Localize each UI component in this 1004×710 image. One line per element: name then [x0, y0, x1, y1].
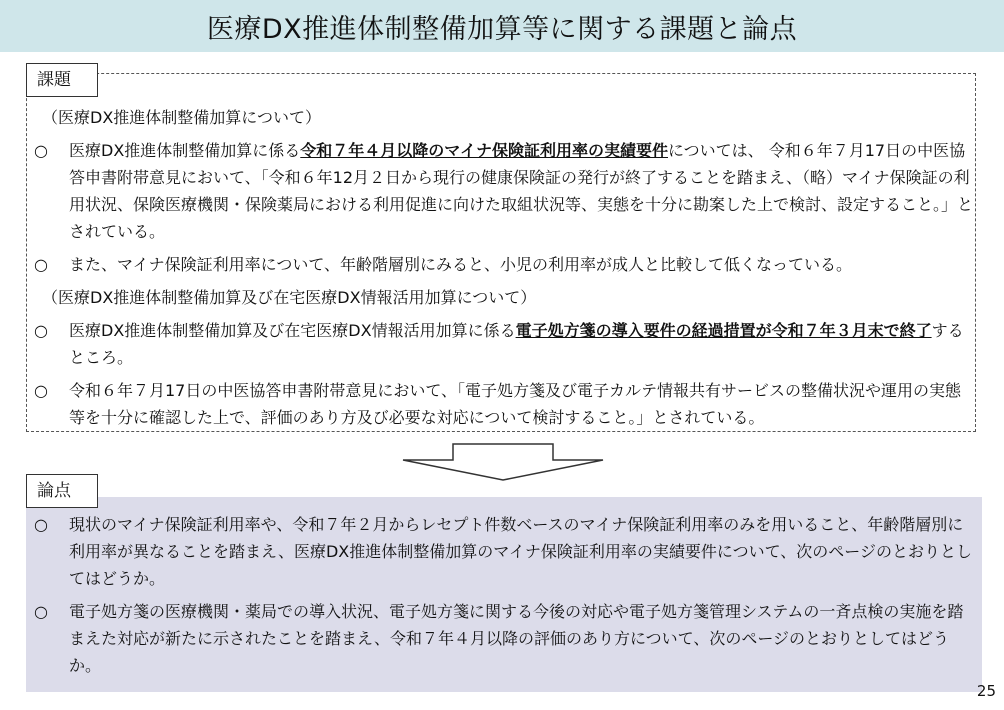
down-arrow-icon: [398, 442, 608, 482]
bullet-icon: ○: [34, 381, 48, 400]
issue-text: 令和６年７月17日の中医協答申書附帯意見において、「電子処方箋及び電子カルテ情報共有サービスの整備状況や運用の実態等を十分に確認した上で、評価のあり方及び必要な対応について検討すること。」とされている。: [69, 381, 962, 427]
issue-text: するところ。: [69, 321, 964, 367]
page-number: 25: [976, 682, 996, 700]
emphasis-text: 令和７年４月以降のマイナ保険証利用率の実績要件: [300, 141, 668, 160]
points-content: [34, 511, 979, 679]
section-heading-dx: （医療DX推進体制整備加算について）: [42, 108, 321, 127]
points-label: 論点: [26, 474, 98, 508]
bullet-icon: ○: [34, 141, 48, 160]
bullet-icon: ○: [34, 602, 48, 621]
bullet-icon: ○: [34, 255, 48, 274]
issue-item: [34, 317, 974, 371]
page-title: 医療DX推進体制整備加算等に関する課題と論点: [206, 13, 798, 45]
issue-item: [34, 137, 974, 245]
point-text: 電子処方箋の医療機関・薬局での導入状況、電子処方箋に関する今後の対応や電子処方箋管理システムの一斉点検の実施を踏まえた対応が新たに示されたことを踏まえ、令和７年４月以降の評価のあり方について、次のページのとおりとしてはどうか。: [69, 602, 964, 675]
issue-item: [34, 377, 974, 431]
point-text: 現状のマイナ保険証利用率や、令和７年２月からレセプト件数ベースのマイナ保険証利用率のみを用いること、年齢階層別に利用率が異なることを踏まえ、医療DX推進体制整備加算のマイナ保険証利用率の実績要件について、次のページのとおりとしてはどうか。: [69, 515, 972, 588]
section-heading-home-dx: （医療DX推進体制整備加算及び在宅医療DX情報活用加算について）: [42, 288, 537, 307]
issue-text: また、マイナ保険証利用率について、年齢階層別にみると、小児の利用率が成人と比較して低くなっている。: [69, 255, 853, 274]
bullet-icon: ○: [34, 321, 48, 340]
point-item: [34, 598, 979, 679]
issue-item: [34, 251, 974, 278]
issues-label: 課題: [26, 63, 98, 97]
issues-content: [34, 104, 974, 431]
emphasis-text: 電子処方箋の導入要件の経過措置が令和７年３月末で終了: [515, 321, 932, 340]
title-bar: [0, 0, 1004, 52]
issue-text: については、 令和６年７月17日の中医協答申書附帯意見において、「令和６年12月２日から現行の健康保険証の発行が終了することを踏まえ、（略）マイナ保険証の利用状況、保険医療機関・保険薬局における利用促進に向けた取組状況等、実態を十分に勘案した上で検討、設定すること。」とされている。: [69, 141, 974, 241]
issue-text: 医療DX推進体制整備加算に係る: [69, 141, 301, 160]
issue-text: 医療DX推進体制整備加算及び在宅医療DX情報活用加算に係る: [69, 321, 516, 340]
bullet-icon: ○: [34, 515, 48, 534]
point-item: [34, 511, 979, 592]
